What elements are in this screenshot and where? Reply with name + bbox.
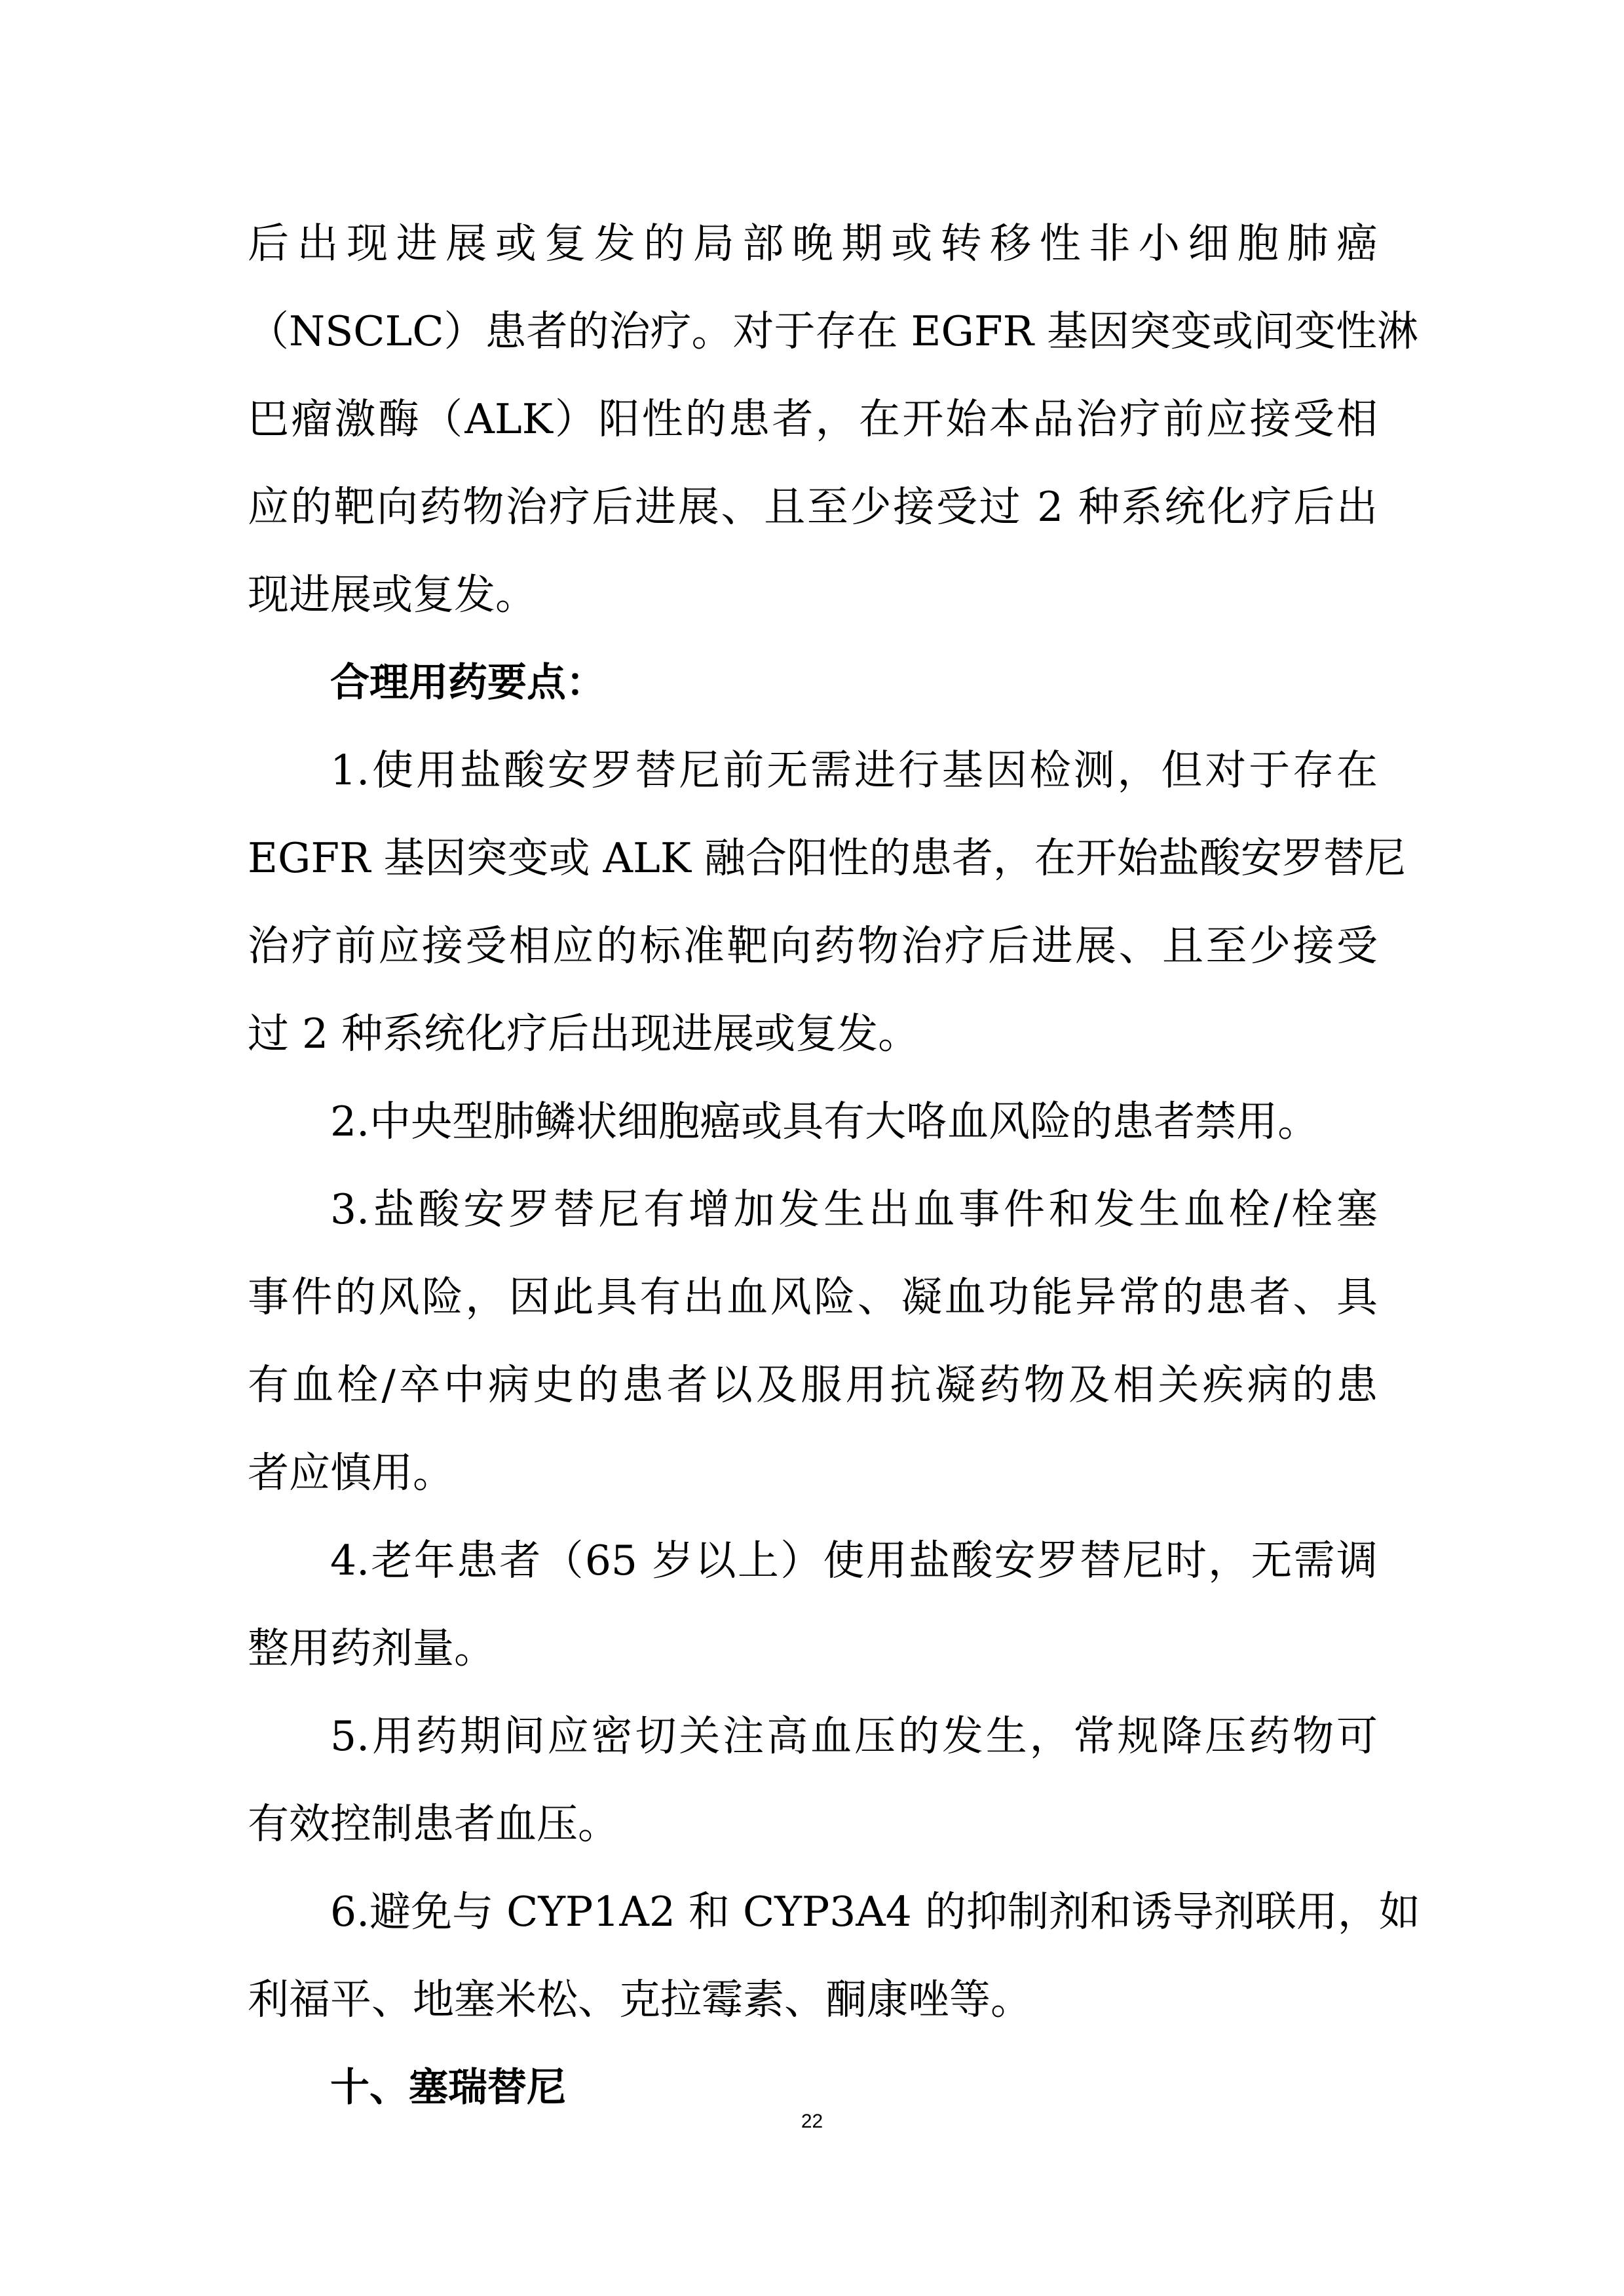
- point-3: [248, 1166, 1378, 1517]
- point-4: [248, 1517, 1378, 1693]
- text-line: 4.老年患者（65 岁以上）使用盐酸安罗替尼时，无需调: [330, 1537, 1378, 1584]
- page-number: 22: [801, 2111, 823, 2132]
- text-line: 3.盐酸安罗替尼有增加发生出血事件和发生血栓/栓塞: [330, 1185, 1378, 1233]
- point-2: [248, 1078, 1378, 1166]
- next-section-title: 十、塞瑞替尼: [330, 2065, 566, 2111]
- page-body: [248, 200, 1420, 2132]
- text-line: 1.使用盐酸安罗替尼前无需进行基因检测，但对于存在: [330, 746, 1378, 794]
- point-6: [248, 1868, 1420, 2044]
- text-line: 整用药剂量。: [248, 1624, 495, 1672]
- section-heading: 合理用药要点：: [330, 660, 605, 706]
- text-line: 5.用药期间应密切关注高血压的发生，常规降压药物可: [330, 1712, 1378, 1760]
- text-line: （NSCLC）患者的治疗。对于存在 EGFR 基因突变或间变性淋: [248, 307, 1419, 355]
- text-line: 巴瘤激酶（ALK）阳性的患者，在开始本品治疗前应接受相: [248, 395, 1378, 443]
- text-line: EGFR 基因突变或 ALK 融合阳性的患者，在开始盐酸安罗替尼: [248, 834, 1406, 882]
- text-line: 利福平、地塞米松、克拉霉素、酮康唑等。: [248, 1976, 1032, 2023]
- text-line: 有血栓/卒中病史的患者以及服用抗凝药物及相关疾病的患: [248, 1361, 1378, 1409]
- point-1: [248, 727, 1406, 1078]
- intro-paragraph: [248, 200, 1419, 639]
- text-line: 过 2 种系统化疗后出现进展或复发。: [248, 1010, 920, 1058]
- text-line: 后出现进展或复发的局部晚期或转移性非小细胞肺癌: [248, 220, 1378, 267]
- text-line: 2.中央型肺鳞状细胞癌或具有大咯血风险的患者禁用。: [330, 1098, 1319, 1145]
- text-line: 者应慎用。: [248, 1449, 454, 1497]
- text-line: 现进展或复发。: [248, 571, 537, 619]
- text-line: 治疗前应接受相应的标准靶向药物治疗后进展、且至少接受: [248, 922, 1378, 970]
- text-line: 有效控制患者血压。: [248, 1800, 619, 1848]
- text-line: 6.避免与 CYP1A2 和 CYP3A4 的抑制剂和诱导剂联用，如: [330, 1888, 1420, 1936]
- point-5: [248, 1693, 1378, 1868]
- text-line: 应的靶向药物治疗后进展、且至少接受过 2 种系统化疗后出: [248, 483, 1378, 531]
- text-line: 事件的风险，因此具有出血风险、凝血功能异常的患者、具: [248, 1273, 1378, 1321]
